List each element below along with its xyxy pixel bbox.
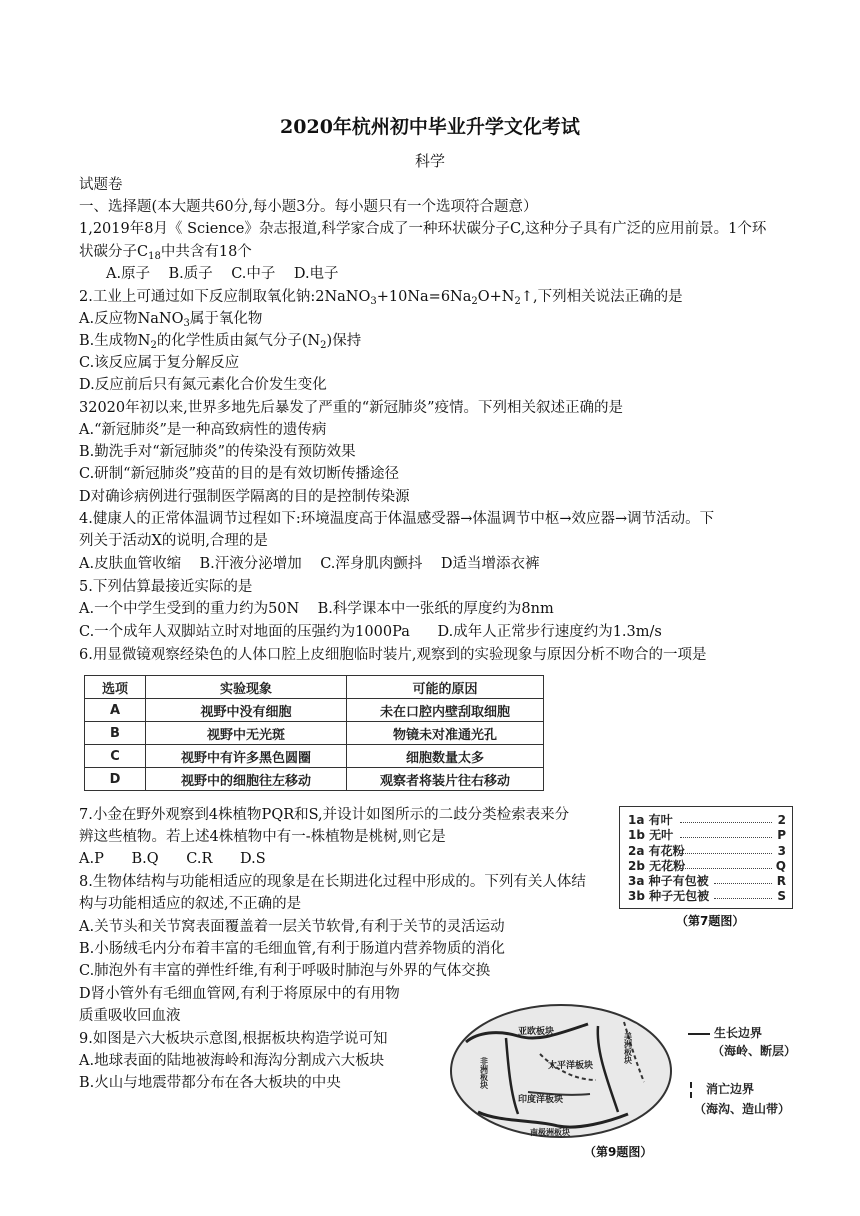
q1-line2: 状碳分子$C_{18}$中共含有18个 [79,244,252,262]
key-label: 1a 有叶 [628,813,673,827]
table-row [85,768,544,791]
q9-stem: 9.如图是六大板块示意图,根据板块构造学说可知 [79,1031,388,1047]
legend-growth-sub: （海岭、断层） [712,1044,797,1058]
key-row [628,828,786,843]
q3-option-a: A.“新冠肺炎”是一种高致病性的遗传病 [79,422,327,438]
key-label: 1b 无叶 [628,828,674,842]
table-cell: 观察者将装片往右移动 [347,768,544,791]
table-row [85,722,544,745]
key-row [628,844,786,859]
q8-option-d-line1: D肾小管外有毛细血管网,有利于将原尿中的有用物 [79,986,400,1002]
q4-line2: 列关于活动X的说明,合理的是 [79,533,268,549]
table-header: 实验现象 [146,676,347,699]
page-title: 2020年杭州初中毕业升学文化考试 [280,116,580,138]
subject-label: 科学 [414,152,445,170]
q4-line1: 4.健康人的正常体温调节过程如下:环境温度高于体温感受器→体温调节中枢→效应器→调节活动。下 [79,511,715,527]
table-cell: D [85,768,146,791]
table-row [85,699,544,722]
key-label: 2a 有花粉 [628,844,685,858]
q3-option-b: B.勤洗手对“新冠肺炎”的传染没有预防效果 [79,444,356,460]
table-cell: 细胞数量太多 [347,745,544,768]
q8-option-c: C.肺泡外有丰富的弹性纤维,有利于呼吸时肺泡与外界的气体交换 [79,963,491,979]
key-row [628,859,786,874]
key-result: R [776,874,786,888]
legend-decay-sub: （海沟、造山带） [694,1102,791,1116]
table-cell: A [85,699,146,722]
q6-table [84,675,544,791]
key-label: 3a 种子有包被 [628,874,709,888]
table-cell: 未在口腔内壁刮取细胞 [347,699,544,722]
key-result: S [777,889,786,903]
table-cell: 视野中有许多黑色圆圈 [146,745,347,768]
q1-line1: 1,2019年8月《 Science》杂志报道,科学家合成了一种环状碳分子C,这种分子具有广泛的应用前景。1个环 [79,221,767,237]
q9-option-a: A.地球表面的陆地被海岭和海沟分割成六大板块 [79,1053,385,1069]
q2-option-d: D.反应前后只有氮元素化合价发生变化 [79,377,327,393]
q1-options: A.原子 B.质子 C.中子 D.电子 [106,266,339,282]
q5-options-ab: A.一个中学生受到的重力约为50N B.科学课本中一张纸的厚度约为8nm [79,601,554,617]
q7-line2: 辨这些植物。若上述4株植物中有一-株植物是桃树,则它是 [79,829,446,845]
table-row [85,745,544,768]
key-row [628,874,786,889]
key-row [628,813,786,828]
section-heading: 一、选择题(本大题共60分,每小题3分。每小题只有一个选项符合题意） [79,199,538,215]
q7-key-box [619,806,793,909]
paper-label: 试题卷 [79,177,123,193]
plate-map [448,1002,674,1140]
table-header: 可能的原因 [347,676,544,699]
map-label-pacific: 太平洋板块 [548,1061,594,1071]
table-cell: 视野中没有细胞 [146,699,347,722]
q2-stem: 2.工业上可通过如下反应制取氧化钠$:2NaNO_3+10Na=6Na_2O+N_2↑$,下列相关说法正确的是 [79,289,683,307]
map-label-america: 美洲板块 [623,1032,633,1064]
legend-decay: 消亡边界 [690,1080,754,1098]
q7-figure-caption: （第7题图） [676,914,745,928]
key-result: 3 [777,844,786,858]
q5-options-cd: C.一个成年人双脚站立时对地面的压强约为1000Pa D.成年人正常步行速度约为1.3m/s [79,624,662,640]
table-header: 选项 [85,676,146,699]
q3-stem: 32020年初以来,世界多地先后暴发了严重的“新冠肺炎”疫情。下列相关叙述正确的是 [79,400,624,416]
q2-option-b: B.生成物$N_2$的化学性质由氮气分子$(N_2)$保持 [79,333,362,351]
q7-line1: 7.小金在野外观察到4株植物PQR和S,并设计如图所示的二歧分类检索表来分 [79,807,570,823]
key-result: 2 [777,813,786,827]
table-header-row [85,676,544,699]
q8-line1: 8.生物体结构与功能相适应的现象是在长期进化过程中形成的。下列有关人体结 [79,874,586,890]
table-cell: C [85,745,146,768]
key-result: Q [775,859,786,873]
q9-figure-caption: （第9题图） [584,1145,653,1159]
q8-option-a: A.关节头和关节窝表面覆盖着一层关节软骨,有利于关节的灵活运动 [79,919,505,935]
key-label: 3b 种子无包被 [628,889,710,903]
table-cell: B [85,722,146,745]
q4-options: A.皮肤血管收缩 B.汗液分泌增加 C.浑身肌肉颤抖 D适当增添衣裤 [79,556,540,572]
q8-option-b: B.小肠绒毛内分布着丰富的毛细血管,有利于肠道内营养物质的消化 [79,941,505,957]
key-label: 2b 无花粉 [628,859,686,873]
q8-line2: 构与功能相适应的叙述,不正确的是 [79,896,302,912]
map-label-antarctic: 南极洲板块 [530,1128,570,1137]
q3-option-c: C.研制“新冠肺炎”疫苗的目的是有效切断传播途径 [79,466,400,482]
q2-option-c: C.该反应属于复分解反应 [79,355,240,371]
map-label-eurasia: 亚欧板块 [518,1027,555,1037]
q7-options: A.P B.Q C.R D.S [79,851,266,867]
table-cell: 视野中的细胞往左移动 [146,768,347,791]
table-cell: 物镜未对准通光孔 [347,722,544,745]
map-label-indian: 印度洋板块 [518,1095,564,1105]
q8-option-d-line2: 质重吸收回血液 [79,1008,181,1024]
legend-growth: 生长边界 [688,1024,762,1041]
key-row [628,889,786,904]
key-result: P [777,828,786,842]
table-cell: 视野中无光斑 [146,722,347,745]
q3-option-d: D对确诊病例进行强制医学隔离的目的是控制传染源 [79,489,410,505]
q6-stem: 6.用显微镜观察经染色的人体口腔上皮细胞临时装片,观察到的实验现象与原因分析不吻合的一项是 [79,647,707,663]
q9-option-b: B.火山与地震带都分布在各大板块的中央 [79,1075,341,1091]
q5-stem: 5.下列估算最接近实际的是 [79,579,253,595]
q2-option-a: A.反应物NaNO$_3$属于氧化物 [79,311,263,329]
map-label-africa: 非洲板块 [479,1057,489,1089]
